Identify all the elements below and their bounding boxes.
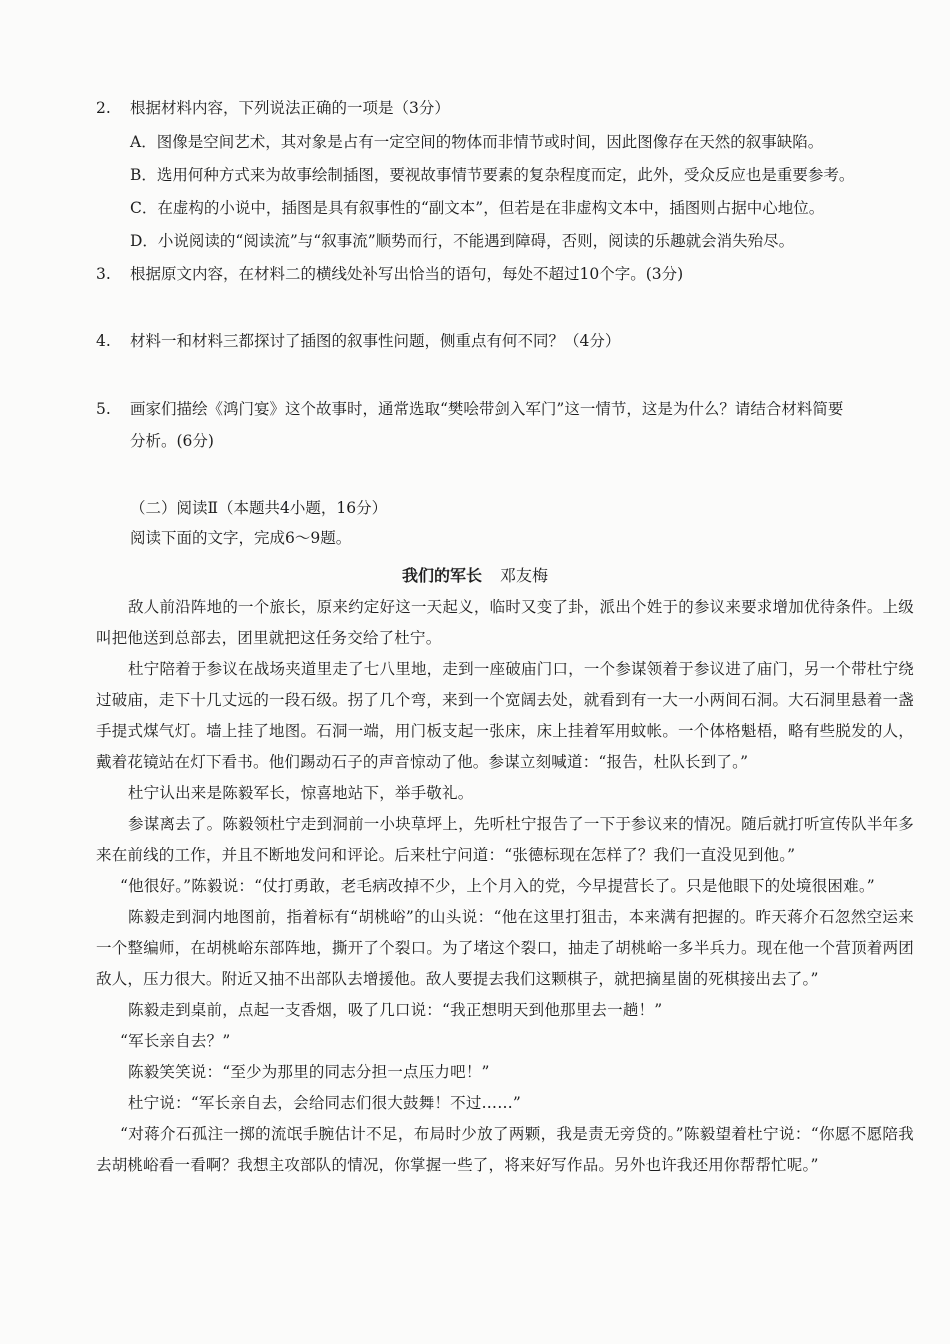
question-5-continuation: 分析。(6分) xyxy=(130,432,214,450)
question-text: 根据原文内容，在材料二的横线处补写出恰当的语句，每处不超过10个字。(3分) xyxy=(130,265,684,283)
question-number: 4. xyxy=(96,332,111,350)
question-number: 5. xyxy=(96,400,111,418)
option-a: A．图像是空间艺术，其对象是占有一定空间的物体而非情节或时间，因此图像存在天然的叙事缺陷。 xyxy=(130,133,824,151)
story-title: 我们的军长 xyxy=(401,566,482,585)
story-paragraph: “他很好。”陈毅说：“仗打勇敢，老毛病改掉不少，上个月入的党，今早提营长了。只是他眼下的处境很困难。” xyxy=(120,877,875,895)
section-instruction: 阅读下面的文字，完成6～9题。 xyxy=(130,529,352,547)
story-paragraph: 杜宁说：“军长亲自去，会给同志们很大鼓舞！不过……” xyxy=(128,1094,522,1112)
option-b: B．选用何种方式来为故事绘制插图，要视故事情节要素的复杂程度而定，此外，受众反应也是重要参考。 xyxy=(130,166,855,184)
story-paragraph: 陈毅走到洞内地图前，指着标有“胡桃峪”的山头说：“他在这里打狙击，本来满有把握的。昨天蒋介石忽然空运来一个整编师，在胡桃峪东部阵地，撕开了个裂口。为了堵这个裂口，抽走了胡桃峪一多半兵力。现在他一个营顶着两团敌人，压力很大。附近又抽不出部队去增援他。敌人要提去我们这颗棋子，就把摘星崮的死棋接出去了。” xyxy=(96,908,914,988)
story-paragraph: 敌人前沿阵地的一个旅长，原来约定好这一天起义，临时又变了卦，派出个姓于的参议来要求增加优待条件。上级叫把他送到总部去，团里就把这任务交给了杜宁。 xyxy=(96,598,914,647)
question-text: 材料一和材料三都探讨了插图的叙事性问题，侧重点有何不同？（4分） xyxy=(130,332,621,350)
question-2 xyxy=(96,97,916,119)
story-paragraph: “军长亲自去？” xyxy=(120,1032,231,1050)
story-author: 邓友梅 xyxy=(500,566,549,585)
question-4 xyxy=(96,330,916,352)
story-paragraph: “对蒋介石孤注一掷的流氓手腕估计不足，布局时少放了两颗，我是责无旁贷的。”陈毅望着杜宁说：“你愿不愿陪我去胡桃峪看一看啊？我想主攻部队的情况，你掌握一些了，将来好写作品。另外也许我还用你帮帮忙呢。” xyxy=(96,1125,914,1174)
section-header: （二）阅读Ⅱ（本题共4小题，16分） xyxy=(130,499,388,517)
question-text: 根据材料内容，下列说法正确的一项是（3分） xyxy=(130,99,450,117)
story-paragraph: 杜宁陪着于参议在战场夹道里走了七八里地，走到一座破庙门口，一个参谋领着于参议进了庙门，另一个带杜宁绕过破庙，走下十几丈远的一段石级。拐了几个弯，来到一个宽阔去处，就看到有一大一小两间石洞。大石洞里悬着一盏手提式煤气灯。墙上挂了地图。石洞一端，用门板支起一张床，床上挂着军用蚊帐。一个体格魁梧，略有些脱发的人，戴着花镜站在灯下看书。他们踢动石子的声音惊动了他。参谋立刻喊道：“报告，杜队长到了。” xyxy=(96,660,914,771)
story-paragraph: 参谋离去了。陈毅领杜宁走到洞前一小块草坪上，先听杜宁报告了一下于参议来的情况。随后就打听宣传队半年多来在前线的工作，并且不断地发问和评论。后来杜宁问道：“张德标现在怎样了？我们一直没见到他。” xyxy=(96,815,914,864)
story-paragraph: 杜宁认出来是陈毅军长，惊喜地站下，举手敬礼。 xyxy=(128,784,474,802)
story-body xyxy=(96,592,914,1181)
question-5 xyxy=(96,398,916,420)
option-c: C．在虚构的小说中，插图是具有叙事性的“副文本”，但若是在非虚构文本中，插图则占据中心地位。 xyxy=(130,199,825,217)
question-text: 画家们描绘《鸿门宴》这个故事时，通常选取“樊哙带剑入军门”这一情节，这是为什么？请结合材料简要 xyxy=(130,400,844,418)
option-d: D．小说阅读的“阅读流”与“叙事流”顺势而行，不能遇到障碍，否则，阅读的乐趣就会消失殆尽。 xyxy=(130,232,795,250)
question-3 xyxy=(96,263,916,285)
question-number: 3. xyxy=(96,265,111,283)
story-paragraph: 陈毅笑笑说：“至少为那里的同志分担一点压力吧！” xyxy=(128,1063,490,1081)
question-number: 2. xyxy=(96,99,111,117)
story-title-line xyxy=(0,563,950,586)
story-paragraph: 陈毅走到桌前，点起一支香烟，吸了几口说：“我正想明天到他那里去一趟！” xyxy=(128,1001,663,1019)
